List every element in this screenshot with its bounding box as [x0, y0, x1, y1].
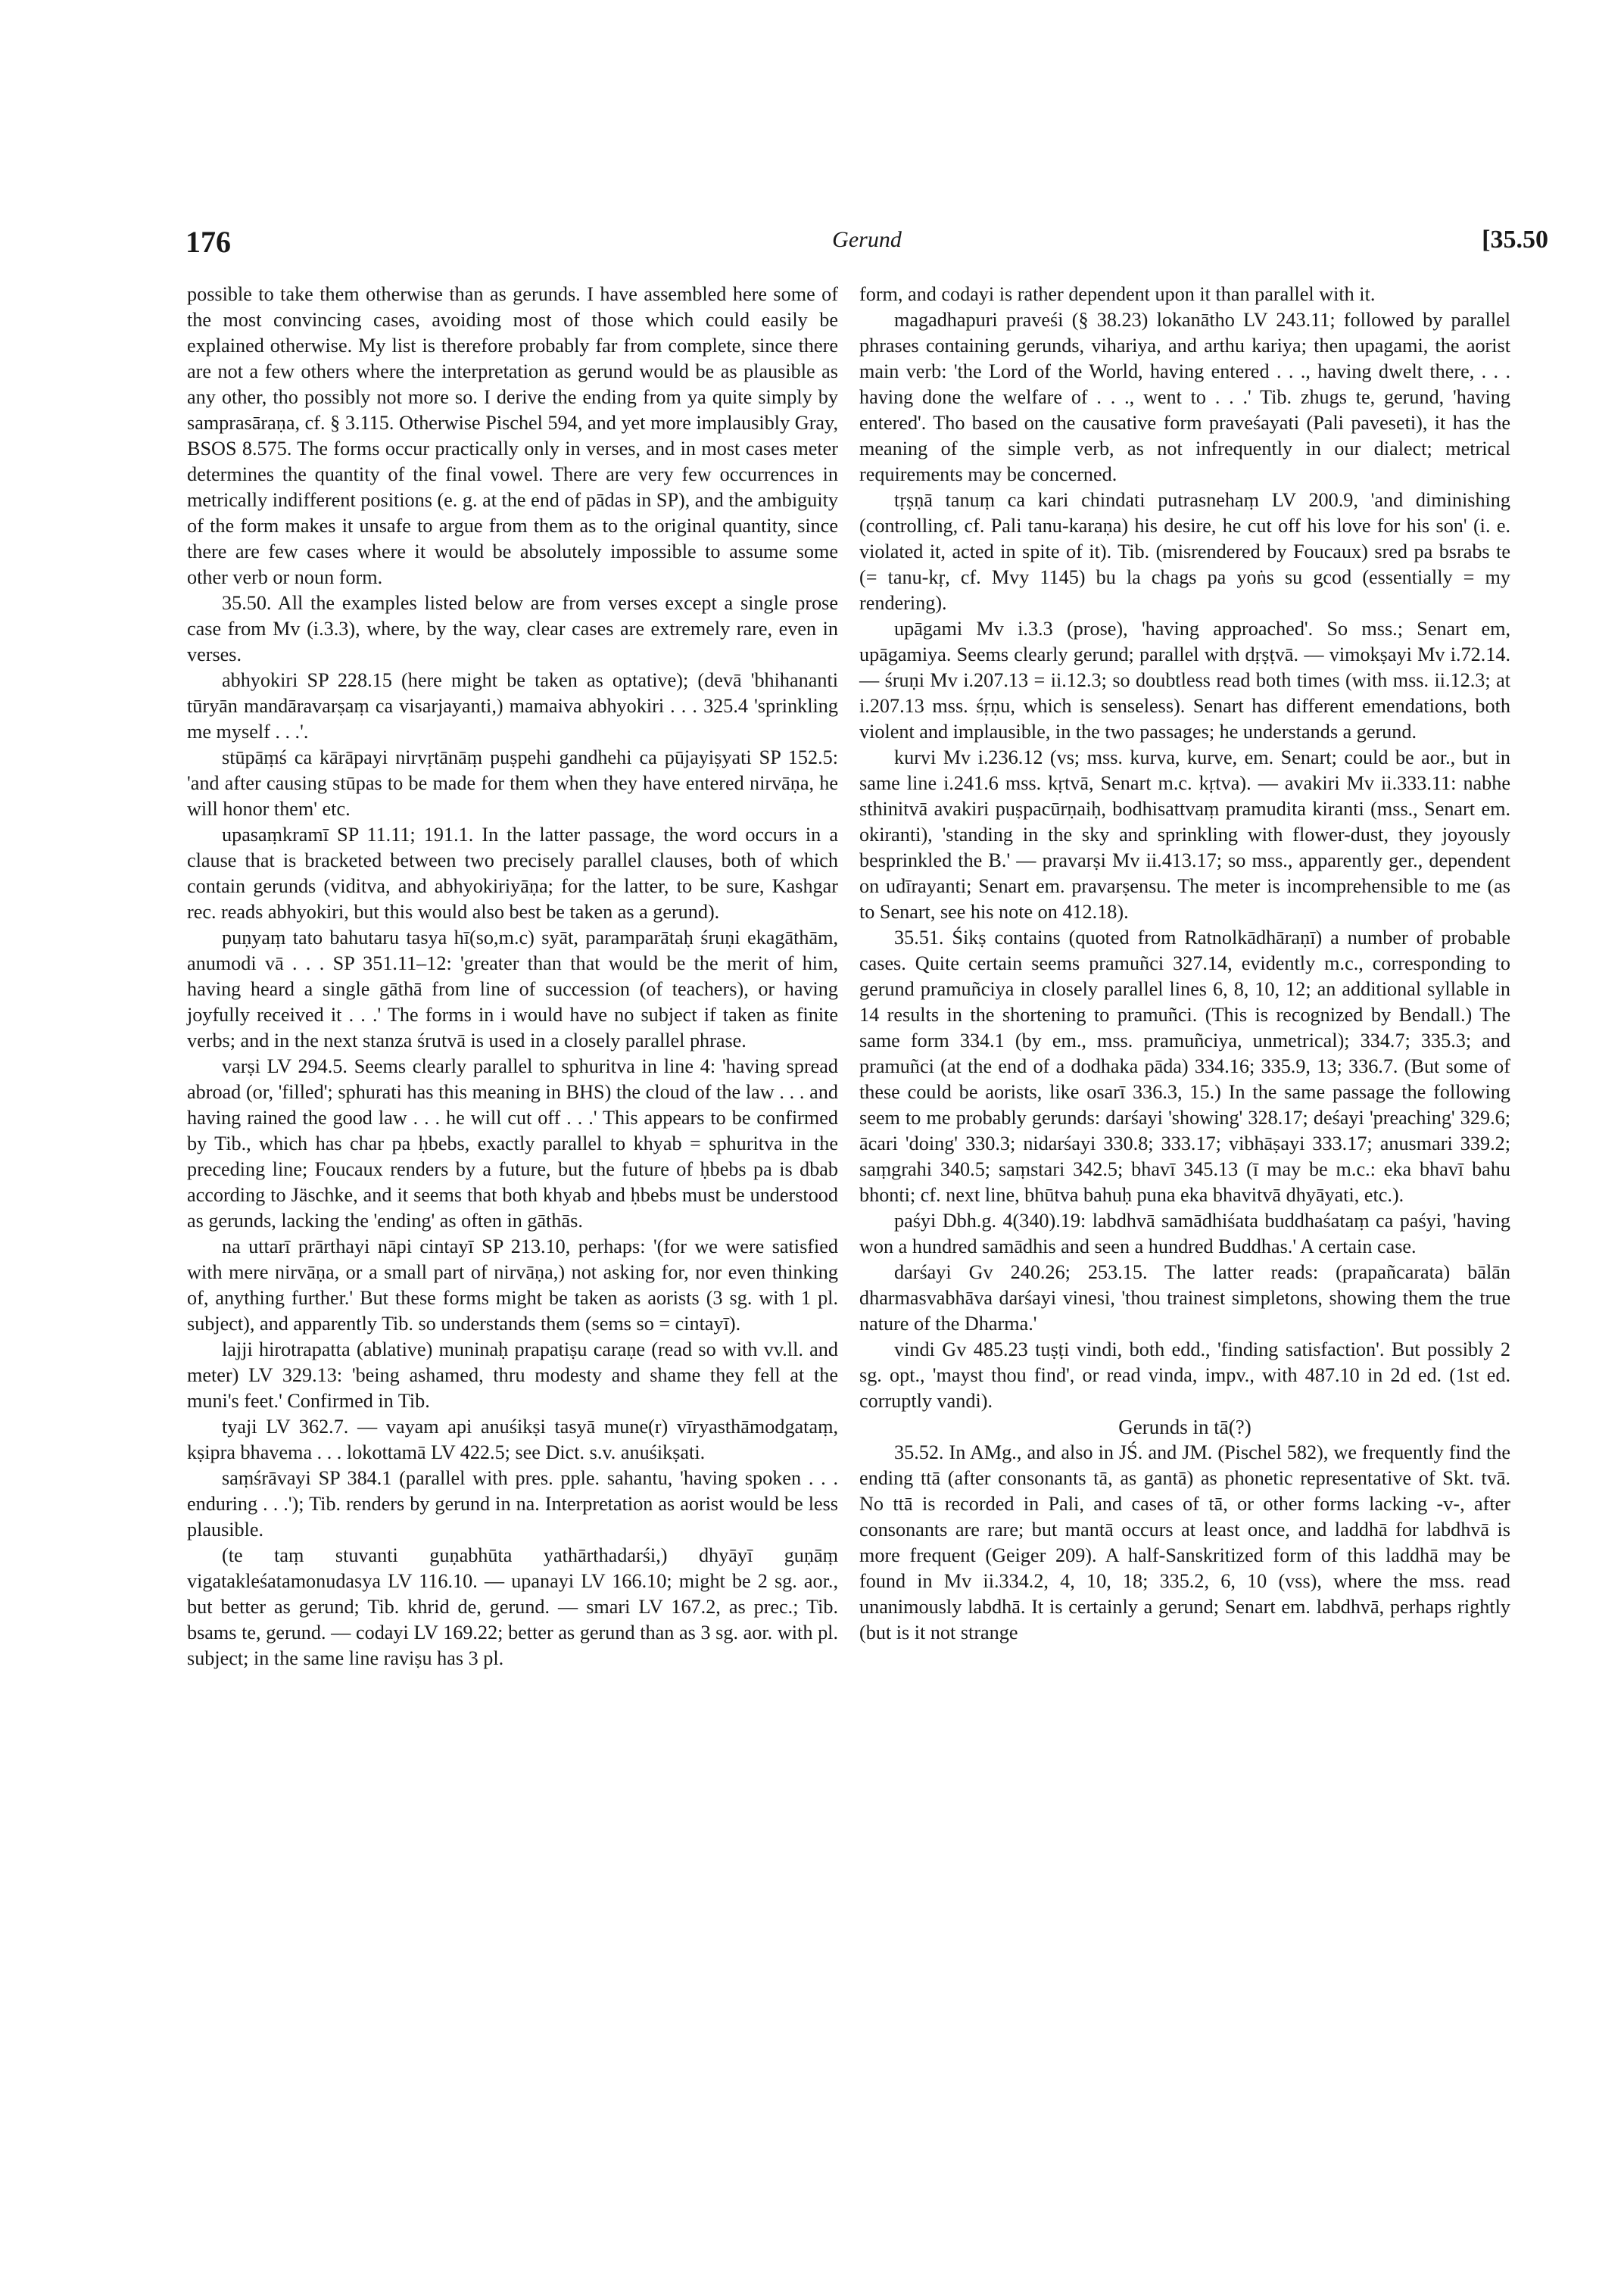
paragraph: paśyi Dbh.g. 4(340).19: labdhvā samādhiśata buddhaśataṃ ca paśyi, 'having won a hundred samādhis and seen a hundred Buddhas.' A certain case.	[859, 1210, 1510, 1257]
paragraph-section-35-50: 35.50. All the examples listed below are from verses except a single prose case from Mv (i.3.3), where, by the way, clear cases are extremely rare, even in verses.	[187, 592, 838, 665]
page-number: 176	[185, 225, 231, 259]
paragraph-section-35-51: 35.51. Śikṣ contains (quoted from Ratnolkādhāraṇī) a number of probable cases. Quite certain seems pramuñci 327.14, evidently m.c., corresponding to gerund pramuñciya in closely parallel lines 6, 8, 10, 12; an additional syllable in 14 results in the shortening to pramuñci. (This is recognized by Bendall.) The same form 334.1 (by em., mss. pramuñciya, unmetrical); 334.7; 335.3; and pramuñci (at the end of a dodhaka pāda) 334.16; 335.9, 13; 336.7. (But some of these could be aorists, like osarī 336.3, 15.) In the same passage the following seem to me probably gerunds: darśayi 'showing' 328.17; deśayi 'preaching' 329.6; ācari 'doing' 330.3; nidarśayi 330.8; 333.17; vibhāṣayi 333.17; anusmari 339.2; saṃgrahi 340.5; saṃstari 342.5; bhavī 345.13 (ī may be m.c.: eka bhavī bahu bhonti; cf. next line, bhūtva bahuḥ puna eka bhavitvā dhyāyati, etc.).	[859, 927, 1510, 1206]
paragraph: upāgami Mv i.3.3 (prose), 'having approached'. So mss.; Senart em, upāgamiya. Seems clearly gerund; parallel with dṛṣṭvā. — vimokṣayi Mv i.72.14. — śruṇi Mv i.207.13 = ii.12.3; so doubtless read both times (with mss. ii.12.3; at i.207.13 mss. śṛṇu, which is senseless). Senart has different emendations, both violent and implausible, in the two passages; he understands a gerund.	[859, 618, 1510, 743]
paragraph: tṛṣṇā tanuṃ ca kari chindati putrasnehaṃ LV 200.9, 'and diminishing (controlling, cf. Pali tanu-karaṇa) his desire, he cut off his love for his son' (i. e. violated it, acted in spite of it). Tib. (misrendered by Foucaux) sred pa bsrabs te (= tanu-kṛ, cf. Mvy 1145) bu la chags pa yoṅs su gcod (essentially = my rendering).	[859, 489, 1510, 614]
paragraph: puṇyaṃ tato bahutaru tasya hī(so,m.c) syāt, paramparātaḥ śruṇi ekagāthām, anumodi vā . . . SP 351.11–12: 'greater than that would be the merit of him, having heard a single gāthā from line of succession (of teachers), or having joyfully received it . . .' The forms in i would have no subject if taken as finite verbs; and in the next stanza śrutvā is used in a closely parallel phrase.	[187, 927, 838, 1051]
paragraph: saṃśrāvayi SP 384.1 (parallel with pres. pple. sahantu, 'having spoken . . . enduring . . .'); Tib. renders by gerund in na. Interpretation as aorist would be less plausible.	[187, 1467, 838, 1541]
paragraph: abhyokiri SP 228.15 (here might be taken as optative); (devā 'bhihananti tūryān mandāravarṣaṃ ca visarjayanti,) mamaiva abhyokiri . . . 325.4 'sprinkling me myself . . .'.	[187, 669, 838, 743]
section-reference: [35.50	[1482, 226, 1548, 254]
paragraph: darśayi Gv 240.26; 253.15. The latter reads: (prapañcarata) bālān dharmasvabhāva darśayi vinesi, 'thou trainest simpletons, showing them the true nature of the Dharma.'	[859, 1261, 1510, 1335]
paragraph: varṣi LV 294.5. Seems clearly parallel to sphuritva in line 4: 'having spread abroad (or, 'filled'; sphurati has this meaning in BHS) the cloud of the law . . . and having rained the good law . . . he will cut off . . .' This appears to be confirmed by Tib., which has char pa ḥbebs, exactly parallel to khyab = sphuritva in the preceding line; Foucaux renders by a future, but the future of ḥbebs pa is dbab according to Jäschke, and it seems that both khyab and ḥbebs must be understood as gerunds, lacking the 'ending' as often in gāthās.	[187, 1055, 838, 1232]
paragraph: stūpāṃś ca kārāpayi nirvṛtānāṃ puṣpehi gandhehi ca pūjayiṣyati SP 152.5: 'and after causing stūpas to be made for them when they have entered nirvāṇa, he will honor them' etc.	[187, 746, 838, 820]
running-header	[185, 224, 1548, 269]
right-column	[859, 282, 1510, 1646]
paragraph: lajji hirotrapatta (ablative) muninaḥ prapatiṣu caraṇe (read so with vv.ll. and meter) LV 329.13: 'being ashamed, thru modesty and shame they fell at the muni's feet.' Confirmed in Tib.	[187, 1338, 838, 1412]
running-title: Gerund	[832, 227, 902, 252]
paragraph: kurvi Mv i.236.12 (vs; mss. kurva, kurve, em. Senart; could be aor., but in same line i.241.6 mss. kṛtvā, Senart m.c. kṛtva). — avakiri Mv ii.333.11: nabhe sthinitvā avakiri puṣpacūrṇaiḥ, bodhisattvaṃ pramudita kiranti (mss., Senart em. okiranti), 'standing in the sky and sprinkling with flower-dust, they joyously besprinkled the B.' — pravarṣi Mv ii.413.17; so mss., apparently ger., dependent on udīrayanti; Senart em. pravarṣensu. The meter is incomprehensible to me (as to Senart, see his note on 412.18).	[859, 746, 1510, 923]
paragraph: form, and codayi is rather dependent upon it than parallel with it.	[859, 283, 1376, 305]
paragraph-section-35-52: 35.52. In AMg., and also in JŚ. and JM. (Pischel 582), we frequently find the ending ttā (after consonants tā, as gantā) as phonetic representative of Skt. tvā. No ttā is recorded in Pali, and cases of tā, or other forms lacking -v-, after consonants are rare; but mantā occurs at least once, and laddhā for labdhvā is more frequent (Geiger 209). A half-Sanskritized form of this laddhā may be found in Mv ii.334.2, 4, 10, 18; 335.2, 6, 10 (vss), where the mss. read unanimously labdhā. It is certainly a gerund; Senart em. labdhvā, perhaps rightly (but is it not strange	[859, 1441, 1510, 1643]
paragraph: upasaṃkramī SP 11.11; 191.1. In the latter passage, the word occurs in a clause that is bracketed between two precisely parallel clauses, both of which contain gerunds (viditva, and abhyokiriyāṇa; for the latter, to be sure, Kashgar rec. reads abhyokiri, but this would also best be taken as a gerund).	[187, 824, 838, 923]
paragraph: magadhapuri praveśi (§ 38.23) lokanātho LV 243.11; followed by parallel phrases containing gerunds, vihariya, and arthu kariya; then upagami, the aorist main verb: 'the Lord of the World, having entered . . ., having dwelt there, . . . having done the welfare of . . ., went to . . .' Tib. zhugs te, gerund, 'having entered'. Tho based on the causative form praveśayati (Pali paveseti), it has the meaning of the simple verb, as not infrequently in our dialect; metrical requirements may be concerned.	[859, 309, 1510, 485]
paragraph: tyaji LV 362.7. — vayam api anuśikṣi tasyā mune(r) vīryasthāmodgataṃ, kṣipra bhavema . . . lokottamā LV 422.5; see Dict. s.v. anuśikṣati.	[187, 1416, 838, 1463]
paragraph: na uttarī prārthayi nāpi cintayī SP 213.10, perhaps: '(for we were satisfied with mere nirvāṇa, or a small part of nirvāṇa,) not asking for, nor even thinking of, anything further.' But these forms might be taken as aorists (3 sg. with 1 pl. subject), and apparently Tib. so understands them (sems so = cintayī).	[187, 1235, 838, 1335]
paragraph: possible to take them otherwise than as gerunds. I have assembled here some of the most convincing cases, avoiding most of those which could easily be explained otherwise. My list is therefore probably far from complete, since there are not a few others where the interpretation as gerund would be as plausible as any other, tho possibly not more so. I derive the ending from ya quite simply by samprasāraṇa, cf. § 3.115. Otherwise Pischel 594, and yet more implausibly Gray, BSOS 8.575. The forms occur practically only in verses, and in most cases meter determines the quantity of the final vowel. There are very few occurrences in metrically indifferent positions (e. g. at the end of pādas in SP), and the ambiguity of the form makes it unsafe to argue from them as to the original quantity, since there are few cases where it would be absolutely impossible to assume some other verb or noun form.	[187, 283, 838, 588]
paragraph: vindi Gv 485.23 tuṣṭi vindi, both edd., 'finding satisfaction'. But possibly 2 sg. opt., 'mayst thou find', or read vinda, impv., with 487.10 in 2d ed. (1st ed. corruptly vandi).	[859, 1338, 1510, 1412]
subsection-heading: Gerunds in tā(?)	[1118, 1416, 1252, 1438]
left-column	[187, 282, 838, 1671]
paragraph: (te taṃ stuvanti guṇabhūta yathārthadarśi,) dhyāyī guṇāṃ vigatakleśatamonudasya LV 116.10. — upanayi LV 166.10; might be 2 sg. aor., but better as gerund; Tib. khrid de, gerund. — smari LV 167.2, as prec.; Tib. bsams te, gerund. — codayi LV 169.22; better as gerund than as 3 sg. aor. with pl. subject; in the same line raviṣu has 3 pl.	[187, 1544, 838, 1669]
